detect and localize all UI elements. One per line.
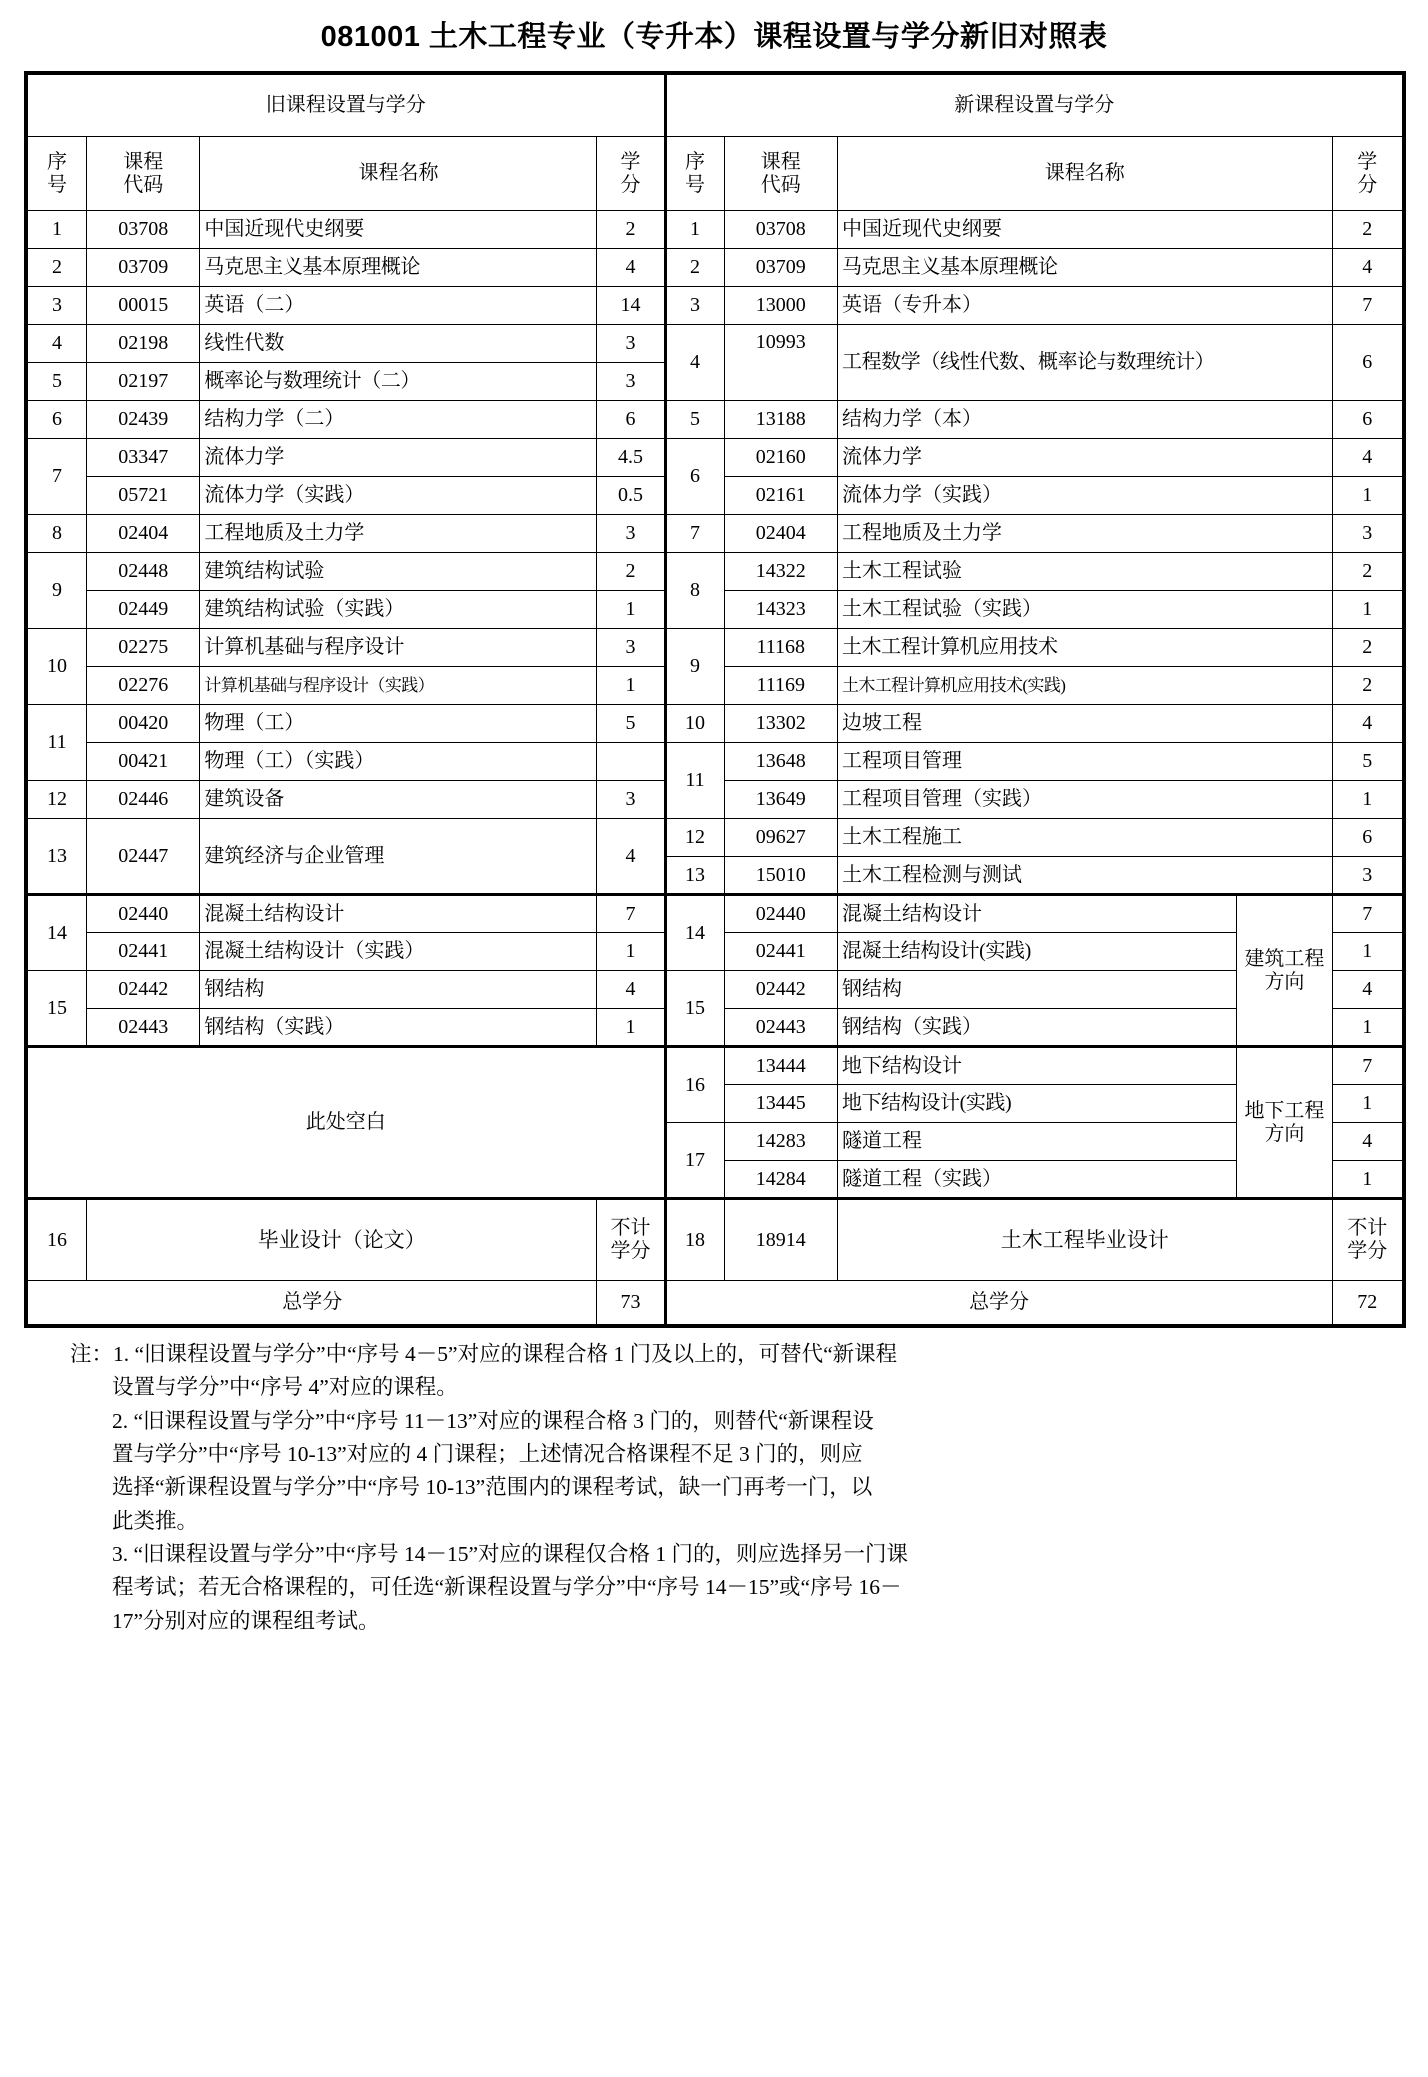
table-row: [28, 211, 1403, 249]
old-name: 马克思主义基本原理概论: [200, 249, 597, 287]
old-total-value: 73: [597, 1281, 665, 1325]
table-row: [28, 819, 1403, 857]
new-seq: 12: [665, 819, 724, 857]
note-2-line-2: 置与学分”中“序号 10-13”对应的 4 门课程；上述情况合格课程不足 3 门的，则应: [112, 1441, 863, 1466]
old-name: 工程地质及土力学: [200, 515, 597, 553]
old-credit: 2: [597, 211, 665, 249]
new-seq: 13: [665, 857, 724, 895]
table-row: [28, 249, 1403, 287]
direction-label-underground: 地下工程方向: [1237, 1047, 1332, 1199]
table-row: [28, 629, 1403, 667]
new-seq: 14: [665, 895, 724, 971]
direction-label-building: 建筑工程方向: [1237, 895, 1332, 1047]
old-credit: 0.5: [597, 477, 665, 515]
new-credit: 4: [1332, 439, 1402, 477]
old-section-title: 旧课程设置与学分: [28, 75, 666, 137]
new-name: 土木工程试验（实践）: [837, 591, 1332, 629]
table-row: [28, 705, 1403, 743]
new-credit: 1: [1332, 477, 1402, 515]
new-code: 03708: [724, 211, 837, 249]
new-seq: 18: [665, 1199, 724, 1281]
old-blank-note: 此处空白: [28, 1047, 666, 1199]
new-code: 11168: [724, 629, 837, 667]
old-name: 物理（工）（实践）: [200, 743, 597, 781]
old-credit: 3: [597, 781, 665, 819]
new-credit: 1: [1332, 1161, 1402, 1199]
new-name: 工程项目管理: [837, 743, 1332, 781]
table-row: [28, 971, 1403, 1009]
new-code: 02440: [724, 895, 837, 933]
old-seq: 2: [28, 249, 87, 287]
new-name: 钢结构: [837, 971, 1236, 1009]
old-name: 建筑经济与企业管理: [200, 819, 597, 895]
notes-header: 注：: [70, 1342, 114, 1366]
new-credit: 4: [1332, 1123, 1402, 1161]
old-col-seq: 序 号: [28, 137, 87, 211]
old-code: 02440: [86, 895, 199, 933]
new-code: 14283: [724, 1123, 837, 1161]
new-code: 02441: [724, 933, 837, 971]
new-code: 13445: [724, 1085, 837, 1123]
old-credit: 1: [597, 591, 665, 629]
old-credit: 4: [597, 249, 665, 287]
new-name: 土木工程计算机应用技术(实践): [837, 667, 1332, 705]
new-total-label: 总学分: [665, 1281, 1332, 1325]
old-seq: 10: [28, 629, 87, 705]
old-name: 毕业设计（论文）: [86, 1199, 597, 1281]
old-credit: 4.5: [597, 439, 665, 477]
old-code: 00421: [86, 743, 199, 781]
old-name: 概率论与数理统计（二）: [200, 363, 597, 401]
notes-section: [26, 1338, 1402, 1638]
old-credit: 1: [597, 933, 665, 971]
new-seq: 16: [665, 1047, 724, 1123]
note-2: [26, 1405, 1402, 1438]
new-name: 隧道工程: [837, 1123, 1236, 1161]
table-row: [28, 439, 1403, 477]
old-code: 02448: [86, 553, 199, 591]
note-1-label: 1.: [113, 1342, 130, 1366]
new-credit: 2: [1332, 211, 1402, 249]
new-col-name: 课程名称: [837, 137, 1332, 211]
new-seq: 15: [665, 971, 724, 1047]
table-row: [28, 1047, 1403, 1085]
old-code: 02198: [86, 325, 199, 363]
new-credit: 1: [1332, 933, 1402, 971]
old-credit: 7: [597, 895, 665, 933]
old-total-label: 总学分: [28, 1281, 597, 1325]
old-seq: 5: [28, 363, 87, 401]
new-code: 13648: [724, 743, 837, 781]
note-3-line-1: “旧课程设置与学分”中“序号 14－15”对应的课程仅合格 1 门的，则应选择另一门课: [133, 1541, 909, 1566]
new-credit: 3: [1332, 515, 1402, 553]
old-credit: 1: [597, 1009, 665, 1047]
table-row: [28, 325, 1403, 363]
new-credit: 6: [1332, 325, 1402, 401]
old-name: 计算机基础与程序设计（实践）: [200, 667, 597, 705]
new-credit: 1: [1332, 1085, 1402, 1123]
old-name: 建筑结构试验（实践）: [200, 591, 597, 629]
old-credit: 3: [597, 363, 665, 401]
old-credit: 1: [597, 667, 665, 705]
new-col-seq: 序 号: [665, 137, 724, 211]
old-name: 建筑结构试验: [200, 553, 597, 591]
old-code: 03709: [86, 249, 199, 287]
old-name: 物理（工）: [200, 705, 597, 743]
new-code: 13649: [724, 781, 837, 819]
new-code: 13302: [724, 705, 837, 743]
new-name: 结构力学（本）: [837, 401, 1332, 439]
new-name: 流体力学: [837, 439, 1332, 477]
new-code: 10993: [724, 325, 837, 401]
note-3-line-2: 程考试；若无合格课程的，可任选“新课程设置与学分”中“序号 14－15”或“序号 16－: [112, 1575, 902, 1600]
old-seq: 11: [28, 705, 87, 781]
new-name: 中国近现代史纲要: [837, 211, 1332, 249]
new-name: 隧道工程（实践）: [837, 1161, 1236, 1199]
old-name: 线性代数: [200, 325, 597, 363]
table-row: [28, 895, 1403, 933]
old-seq: 15: [28, 971, 87, 1047]
section-header-row: [28, 75, 1403, 137]
old-seq: 13: [28, 819, 87, 895]
new-credit: 4: [1332, 971, 1402, 1009]
old-name: 钢结构（实践）: [200, 1009, 597, 1047]
new-credit: 不计 学分: [1332, 1199, 1402, 1281]
old-credit: 4: [597, 971, 665, 1009]
note-3: [26, 1538, 1402, 1571]
new-name: 地下结构设计: [837, 1047, 1236, 1085]
note-2-line-3: 选择“新课程设置与学分”中“序号 10-13”范围内的课程考试，缺一门再考一门，以: [112, 1475, 873, 1500]
new-name: 工程数学（线性代数、概率论与数理统计）: [837, 325, 1332, 401]
new-seq: 9: [665, 629, 724, 705]
note-2-line-1: “旧课程设置与学分”中“序号 11－13”对应的课程合格 3 门的，则替代“新课程设: [133, 1408, 874, 1433]
old-name: 中国近现代史纲要: [200, 211, 597, 249]
totals-row: [28, 1281, 1403, 1325]
old-code: 02447: [86, 819, 199, 895]
old-credit: 3: [597, 629, 665, 667]
old-name: 计算机基础与程序设计: [200, 629, 597, 667]
new-seq: 4: [665, 325, 724, 401]
old-col-code: 课程 代码: [86, 137, 199, 211]
table-row: [28, 743, 1403, 781]
old-code: 02441: [86, 933, 199, 971]
old-credit: [597, 743, 665, 781]
new-section-title: 新课程设置与学分: [665, 75, 1402, 137]
old-code: 02275: [86, 629, 199, 667]
graduation-row: [28, 1199, 1403, 1281]
old-name: 混凝土结构设计（实践）: [200, 933, 597, 971]
old-code: 03708: [86, 211, 199, 249]
new-code: 02442: [724, 971, 837, 1009]
table-row: [28, 287, 1403, 325]
new-code: 02161: [724, 477, 837, 515]
old-name: 英语（二）: [200, 287, 597, 325]
note-3-line-3: 17”分别对应的课程组考试。: [112, 1608, 380, 1633]
table-row: [28, 553, 1403, 591]
new-seq: 8: [665, 553, 724, 629]
new-seq: 5: [665, 401, 724, 439]
new-code: 13444: [724, 1047, 837, 1085]
note-1-line-2: 设置与学分”中“序号 4”对应的课程。: [112, 1375, 458, 1400]
note-1: [26, 1338, 1402, 1371]
new-credit: 1: [1332, 781, 1402, 819]
new-name: 土木工程毕业设计: [837, 1199, 1332, 1281]
new-name: 土木工程施工: [837, 819, 1332, 857]
new-credit: 4: [1332, 249, 1402, 287]
old-credit: 5: [597, 705, 665, 743]
new-code: 14323: [724, 591, 837, 629]
old-name: 建筑设备: [200, 781, 597, 819]
new-credit: 5: [1332, 743, 1402, 781]
old-name: 流体力学: [200, 439, 597, 477]
new-credit: 7: [1332, 1047, 1402, 1085]
old-credit: 不计 学分: [597, 1199, 665, 1281]
note-1-line-1: “旧课程设置与学分”中“序号 4－5”对应的课程合格 1 门及以上的，可替代“新课程: [134, 1342, 898, 1366]
new-seq: 1: [665, 211, 724, 249]
old-seq: 12: [28, 781, 87, 819]
comparison-table: [27, 74, 1403, 1325]
new-total-value: 72: [1332, 1281, 1402, 1325]
old-col-name: 课程名称: [200, 137, 597, 211]
new-col-code: 课程 代码: [724, 137, 837, 211]
old-credit: 6: [597, 401, 665, 439]
old-seq: 16: [28, 1199, 87, 1281]
note-2-label: 2.: [112, 1408, 129, 1433]
old-credit: 3: [597, 325, 665, 363]
table-row: [28, 515, 1403, 553]
new-seq: 17: [665, 1123, 724, 1199]
new-name: 钢结构（实践）: [837, 1009, 1236, 1047]
old-name: 混凝土结构设计: [200, 895, 597, 933]
note-2-line-4: 此类推。: [112, 1508, 199, 1533]
old-code: 02443: [86, 1009, 199, 1047]
new-name: 土木工程试验: [837, 553, 1332, 591]
old-code: 00420: [86, 705, 199, 743]
new-credit: 2: [1332, 667, 1402, 705]
new-name: 工程项目管理（实践）: [837, 781, 1332, 819]
old-seq: 14: [28, 895, 87, 971]
new-code: 13000: [724, 287, 837, 325]
page-title: 081001 土木工程专业（专升本）课程设置与学分新旧对照表: [320, 21, 1108, 53]
old-credit: 3: [597, 515, 665, 553]
new-seq: 7: [665, 515, 724, 553]
new-col-credit: 学 分: [1332, 137, 1402, 211]
new-code: 14284: [724, 1161, 837, 1199]
note-3-label: 3.: [112, 1541, 129, 1566]
new-code: 09627: [724, 819, 837, 857]
old-code: 02439: [86, 401, 199, 439]
old-seq: 1: [28, 211, 87, 249]
new-code: 02160: [724, 439, 837, 477]
old-name: 流体力学（实践）: [200, 477, 597, 515]
new-code: 13188: [724, 401, 837, 439]
new-code: 11169: [724, 667, 837, 705]
old-credit: 2: [597, 553, 665, 591]
old-code: 00015: [86, 287, 199, 325]
new-seq: 6: [665, 439, 724, 515]
new-credit: 6: [1332, 401, 1402, 439]
old-code: 02449: [86, 591, 199, 629]
old-code: 05721: [86, 477, 199, 515]
new-name: 工程地质及土力学: [837, 515, 1332, 553]
old-seq: 4: [28, 325, 87, 363]
old-name: 钢结构: [200, 971, 597, 1009]
old-seq: 6: [28, 401, 87, 439]
old-code: 03347: [86, 439, 199, 477]
new-seq: 10: [665, 705, 724, 743]
new-credit: 6: [1332, 819, 1402, 857]
new-code: 02443: [724, 1009, 837, 1047]
new-name: 土木工程检测与测试: [837, 857, 1332, 895]
new-seq: 3: [665, 287, 724, 325]
new-code: 14322: [724, 553, 837, 591]
old-code: 02442: [86, 971, 199, 1009]
new-name: 流体力学（实践）: [837, 477, 1332, 515]
new-credit: 7: [1332, 895, 1402, 933]
old-credit: 14: [597, 287, 665, 325]
new-credit: 1: [1332, 591, 1402, 629]
new-name: 混凝土结构设计: [837, 895, 1236, 933]
column-header-row: [28, 137, 1403, 211]
old-code: 02276: [86, 667, 199, 705]
old-seq: 3: [28, 287, 87, 325]
new-credit: 2: [1332, 553, 1402, 591]
new-credit: 4: [1332, 705, 1402, 743]
old-col-credit: 学 分: [597, 137, 665, 211]
old-seq: 7: [28, 439, 87, 515]
table-row: [28, 401, 1403, 439]
new-name: 马克思主义基本原理概论: [837, 249, 1332, 287]
new-code: 18914: [724, 1199, 837, 1281]
old-seq: 9: [28, 553, 87, 629]
new-credit: 3: [1332, 857, 1402, 895]
new-code: 02404: [724, 515, 837, 553]
new-name: 土木工程计算机应用技术: [837, 629, 1332, 667]
old-code: 02197: [86, 363, 199, 401]
old-code: 02446: [86, 781, 199, 819]
new-seq: 11: [665, 743, 724, 819]
new-code: 03709: [724, 249, 837, 287]
new-credit: 1: [1332, 1009, 1402, 1047]
new-code: 15010: [724, 857, 837, 895]
new-credit: 2: [1332, 629, 1402, 667]
new-name: 混凝土结构设计(实践): [837, 933, 1236, 971]
old-seq: 8: [28, 515, 87, 553]
new-name: 英语（专升本）: [837, 287, 1332, 325]
old-code: 02404: [86, 515, 199, 553]
new-name: 地下结构设计(实践): [837, 1085, 1236, 1123]
comparison-table-wrapper: [24, 71, 1406, 1328]
new-seq: 2: [665, 249, 724, 287]
old-name: 结构力学（二）: [200, 401, 597, 439]
new-credit: 7: [1332, 287, 1402, 325]
new-name: 边坡工程: [837, 705, 1332, 743]
old-credit: 4: [597, 819, 665, 895]
